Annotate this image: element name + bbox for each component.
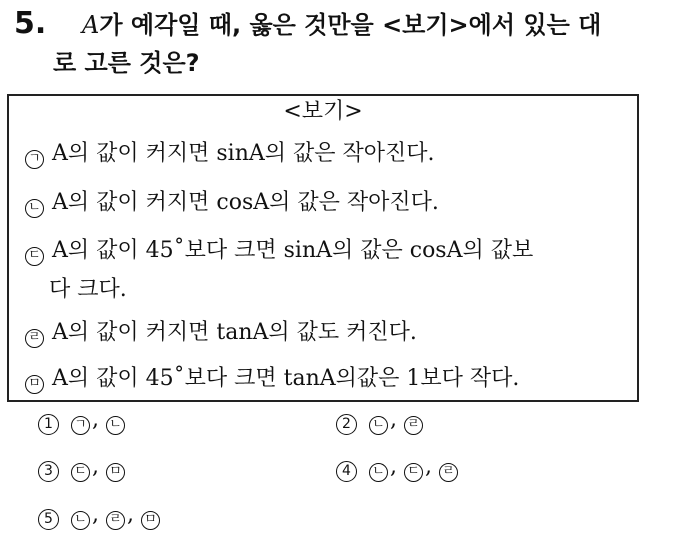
bogi-mark-3: ㄷ bbox=[25, 247, 44, 266]
bogi-item-5-text: A의 값이 45˚보다 크면 tanA의값은 1보다 작다. bbox=[52, 366, 520, 391]
bogi-item-3-text: A의 값이 45˚보다 크면 sinA의 값은 cosA의 값보 bbox=[52, 238, 534, 263]
bogi-box bbox=[7, 94, 639, 402]
choice-4-mark-c: ㄹ bbox=[439, 463, 458, 482]
bogi-item-4 bbox=[25, 318, 417, 348]
bogi-item-2 bbox=[25, 188, 439, 218]
choice-5-mark-b: ㄹ bbox=[106, 511, 125, 530]
choice-1-mark-b: ㄴ bbox=[106, 416, 125, 435]
choice-5[interactable]: 5 ㄴ , ㄹ , ㅁ bbox=[38, 500, 162, 530]
bogi-item-3-continuation: 다 크다. bbox=[49, 277, 127, 302]
bogi-title: <보기> bbox=[283, 99, 363, 124]
bogi-item-1-text: A의 값이 커지면 sinA의 값은 작아진다. bbox=[52, 141, 435, 166]
choice-number-5: 5 bbox=[38, 509, 59, 530]
choice-number-3: 3 bbox=[38, 461, 59, 482]
question-text-line-1 bbox=[82, 10, 601, 40]
bogi-mark-4: ㄹ bbox=[25, 329, 44, 348]
choice-number-2: 2 bbox=[336, 414, 357, 435]
variable-a: A bbox=[82, 11, 100, 39]
choice-2[interactable]: 2 ㄴ , ㄹ bbox=[336, 405, 425, 435]
choice-3[interactable]: 3 ㄷ , ㅁ bbox=[38, 452, 127, 482]
question-number: 5. bbox=[14, 6, 47, 41]
bogi-mark-2: ㄴ bbox=[25, 199, 44, 218]
choice-4-mark-b: ㄷ bbox=[404, 463, 423, 482]
choice-5-mark-c: ㅁ bbox=[141, 511, 160, 530]
bogi-item-1 bbox=[25, 139, 435, 169]
choice-3-mark-b: ㅁ bbox=[106, 463, 125, 482]
choice-2-mark-b: ㄹ bbox=[404, 416, 423, 435]
bogi-mark-1: ㄱ bbox=[25, 150, 44, 169]
choice-1-mark-a: ㄱ bbox=[71, 416, 90, 435]
question-text-line-2: 로 고른 것은? bbox=[53, 49, 200, 77]
choice-4-mark-a: ㄴ bbox=[369, 463, 388, 482]
choice-3-mark-a: ㄷ bbox=[71, 463, 90, 482]
bogi-item-4-text: A의 값이 커지면 tanA의 값도 커진다. bbox=[52, 320, 417, 345]
choice-1[interactable]: 1 ㄱ , ㄴ bbox=[38, 405, 127, 435]
choice-number-4: 4 bbox=[336, 461, 357, 482]
choice-5-mark-a: ㄴ bbox=[71, 511, 90, 530]
bogi-item-2-text: A의 값이 커지면 cosA의 값은 작아진다. bbox=[52, 190, 439, 215]
question-text-rest: 가 예각일 때, 옳은 것만을 <보기>에서 있는 대 bbox=[99, 11, 602, 39]
bogi-item-3 bbox=[25, 236, 533, 266]
choice-2-mark-a: ㄴ bbox=[369, 416, 388, 435]
bogi-item-5 bbox=[25, 364, 519, 394]
bogi-mark-5: ㅁ bbox=[25, 375, 44, 394]
choice-number-1: 1 bbox=[38, 414, 59, 435]
choice-4[interactable]: 4 ㄴ , ㄷ , ㄹ bbox=[336, 452, 460, 482]
